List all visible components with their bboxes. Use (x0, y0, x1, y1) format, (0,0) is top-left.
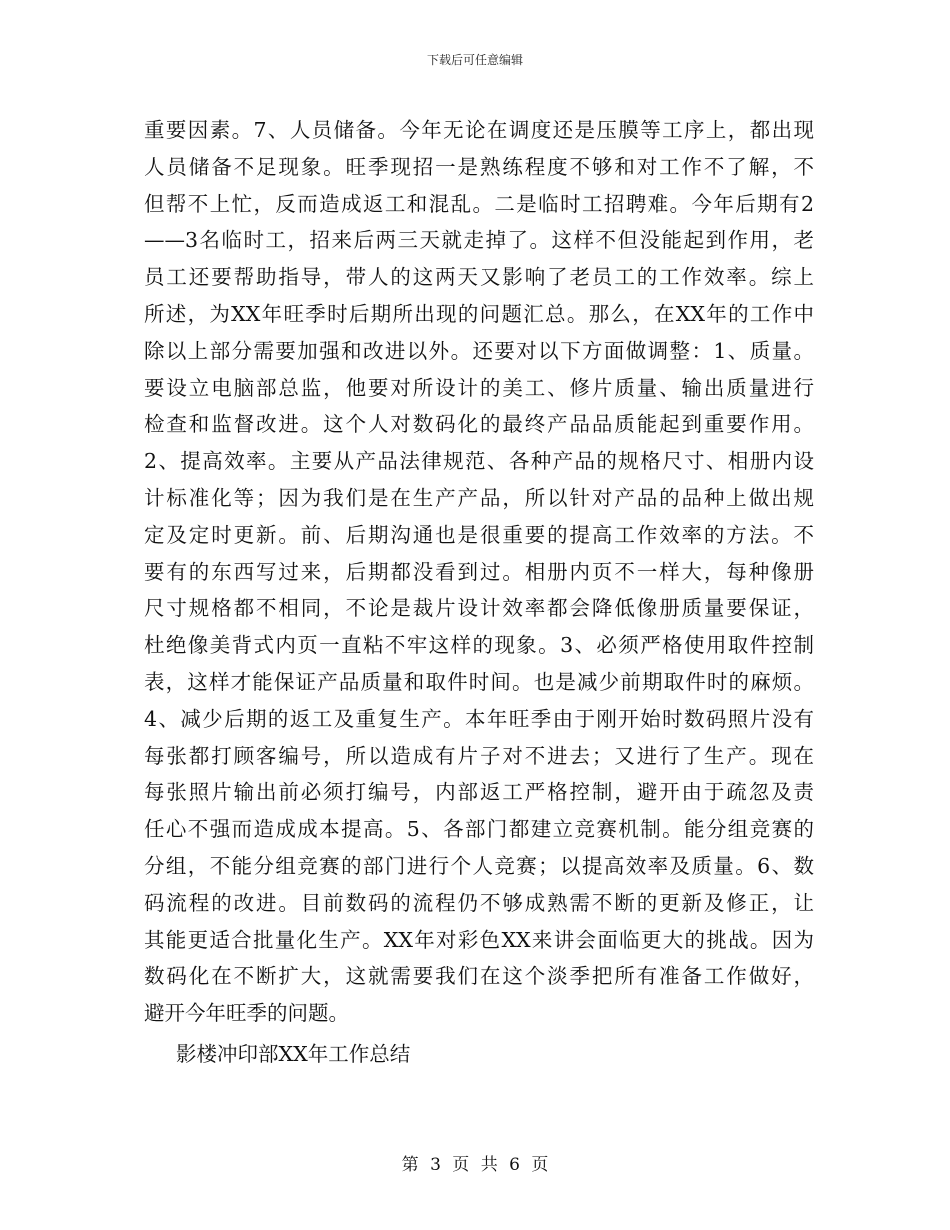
body-line: 避开今年旺季的问题。 (144, 1001, 349, 1026)
body-line: 要有的东西写过来，后期都没看到过。相册内页不一样大，每种像册 (144, 559, 814, 584)
body-line: 数码化在不断扩大，这就需要我们在这个淡季把所有准备工作做好， (144, 964, 814, 989)
body-line: 员工还要帮助指导，带人的这两天又影响了老员工的工作效率。综上 (144, 265, 814, 290)
body-line: 定及定时更新。前、后期沟通也是很重要的提高工作效率的方法。不 (144, 522, 814, 547)
body-line: 尺寸规格都不相同，不论是裁片设计效率都会降低像册质量要保证， (144, 596, 814, 621)
body-line: 人员储备不足现象。旺季现招一是熟练程度不够和对工作不了解，不 (144, 154, 814, 179)
document-body (144, 112, 814, 1032)
body-line: 重要因素。7、人员储备。今年无论在调度还是压膜等工序上，都出现 (144, 118, 814, 142)
body-line: 2、提高效率。主要从产品法律规范、各种产品的规格尺寸、相册内设 (144, 449, 814, 474)
body-line: 计标准化等；因为我们是在生产产品，所以针对产品的品种上做出规 (144, 485, 814, 510)
body-line: 其能更适合批量化生产。XX年对彩色XX来讲会面临更大的挑战。因为 (144, 927, 814, 952)
body-line: 任心不强而造成成本提高。5、各部门都建立竞赛机制。能分组竞赛的 (144, 817, 814, 842)
page-header: 下载后可任意编辑 (426, 53, 523, 67)
body-line: 要设立电脑部总监，他要对所设计的美工、修片质量、输出质量进行 (144, 375, 814, 400)
body-line: 所述，为XX年旺季时后期所出现的问题汇总。那么，在XX年的工作中 (144, 301, 814, 326)
body-line: 4、减少后期的返工及重复生产。本年旺季由于刚开始时数码照片没有 (144, 706, 814, 731)
body-line: ——3名临时工，招来后两三天就走掉了。这样不但没能起到作用，老 (144, 228, 814, 253)
body-line: 分组，不能分组竞赛的部门进行个人竞赛；以提高效率及质量。6、数 (144, 853, 814, 878)
body-line: 检查和监督改进。这个人对数码化的最终产品品质能起到重要作用。 (144, 412, 814, 437)
body-line: 杜绝像美背式内页一直粘不牢这样的现象。3、必须严格使用取件控制 (144, 633, 814, 658)
body-line: 码流程的改进。目前数码的流程仍不够成熟需不断的更新及修正，让 (144, 890, 814, 915)
body-line: 每张都打顾客编号，所以造成有片子对不进去；又进行了生产。现在 (144, 743, 814, 768)
body-line: 但帮不上忙，反而造成返工和混乱。二是临时工招聘难。今年后期有2 (144, 191, 814, 216)
body-line: 每张照片输出前必须打编号，内部返工严格控制，避开由于疏忽及责 (144, 780, 814, 805)
body-line: 表，这样才能保证产品质量和取件时间。也是减少前期取件时的麻烦。 (144, 669, 814, 694)
body-line: 除以上部分需要加强和改进以外。还要对以下方面做调整：1、质量。 (144, 338, 814, 363)
page-number: 第 3 页 共 6 页 (401, 1155, 549, 1175)
section-title: 影楼冲印部XX年工作总结 (176, 1042, 411, 1066)
